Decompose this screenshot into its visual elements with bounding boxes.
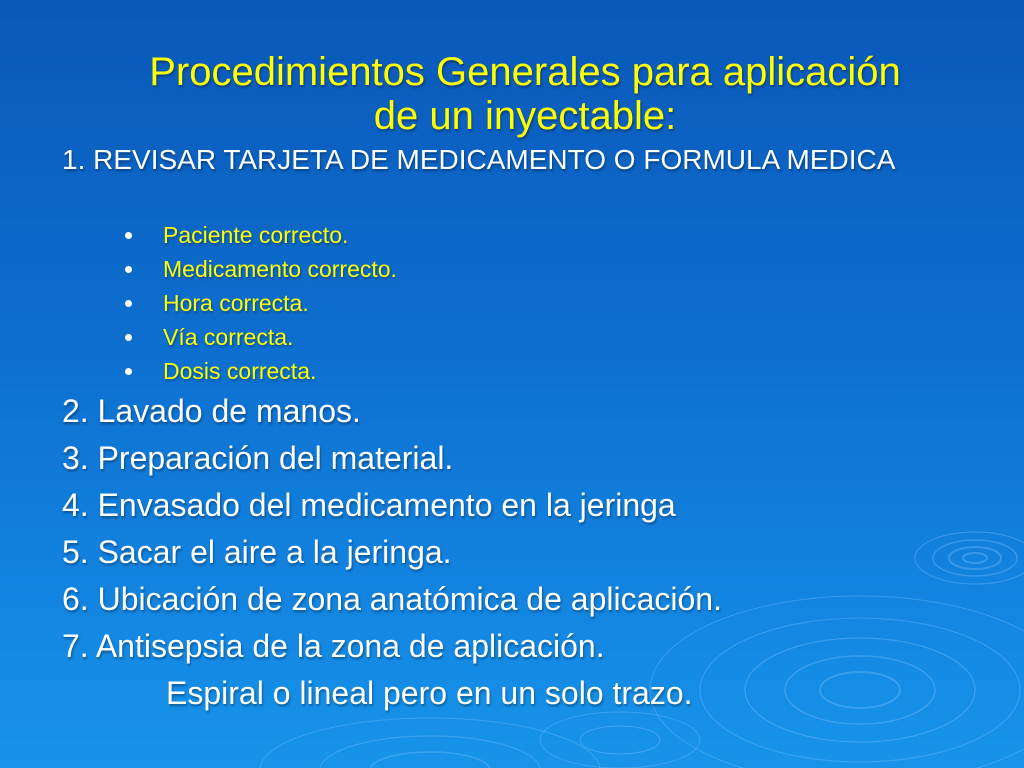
procedure-step-note: Espiral o lineal pero en un solo trazo. (166, 675, 693, 711)
checklist-item-label: Dosis correcta. (163, 358, 317, 384)
checklist-item (123, 354, 397, 388)
slide-title-line-1: Procedimientos Generales para aplicación (149, 50, 901, 94)
procedure-step: 3. Preparación del material. (62, 440, 454, 476)
procedure-steps (62, 388, 722, 717)
verification-checklist (123, 218, 397, 388)
slide-title (60, 50, 990, 138)
checklist-item (123, 320, 397, 354)
slide-title-line-2: de un inyectable: (373, 94, 677, 138)
procedure-step: 6. Ubicación de zona anatómica de aplicación. (62, 581, 722, 617)
procedure-step: 4. Envasado del medicamento en la jeringa (62, 487, 676, 523)
bullet-dot-icon (125, 368, 132, 375)
procedure-step: 2. Lavado de manos. (62, 393, 361, 429)
checklist-item-label: Hora correcta. (163, 290, 309, 316)
step-1-heading: 1. REVISAR TARJETA DE MEDICAMENTO O FORMULA MEDICA (62, 144, 896, 175)
bullet-dot-icon (125, 232, 132, 239)
bullet-dot-icon (125, 300, 132, 307)
bullet-dot-icon (125, 334, 132, 341)
checklist-item (123, 286, 397, 320)
checklist-item (123, 252, 397, 286)
checklist-item-label: Medicamento correcto. (163, 256, 397, 282)
checklist-item (123, 218, 397, 252)
procedure-step: 7. Antisepsia de la zona de aplicación. (62, 628, 605, 664)
bullet-dot-icon (125, 266, 132, 273)
checklist-item-label: Paciente correcto. (163, 222, 349, 248)
checklist-item-label: Vía correcta. (163, 324, 294, 350)
procedure-step: 5. Sacar el aire a la jeringa. (62, 534, 452, 570)
